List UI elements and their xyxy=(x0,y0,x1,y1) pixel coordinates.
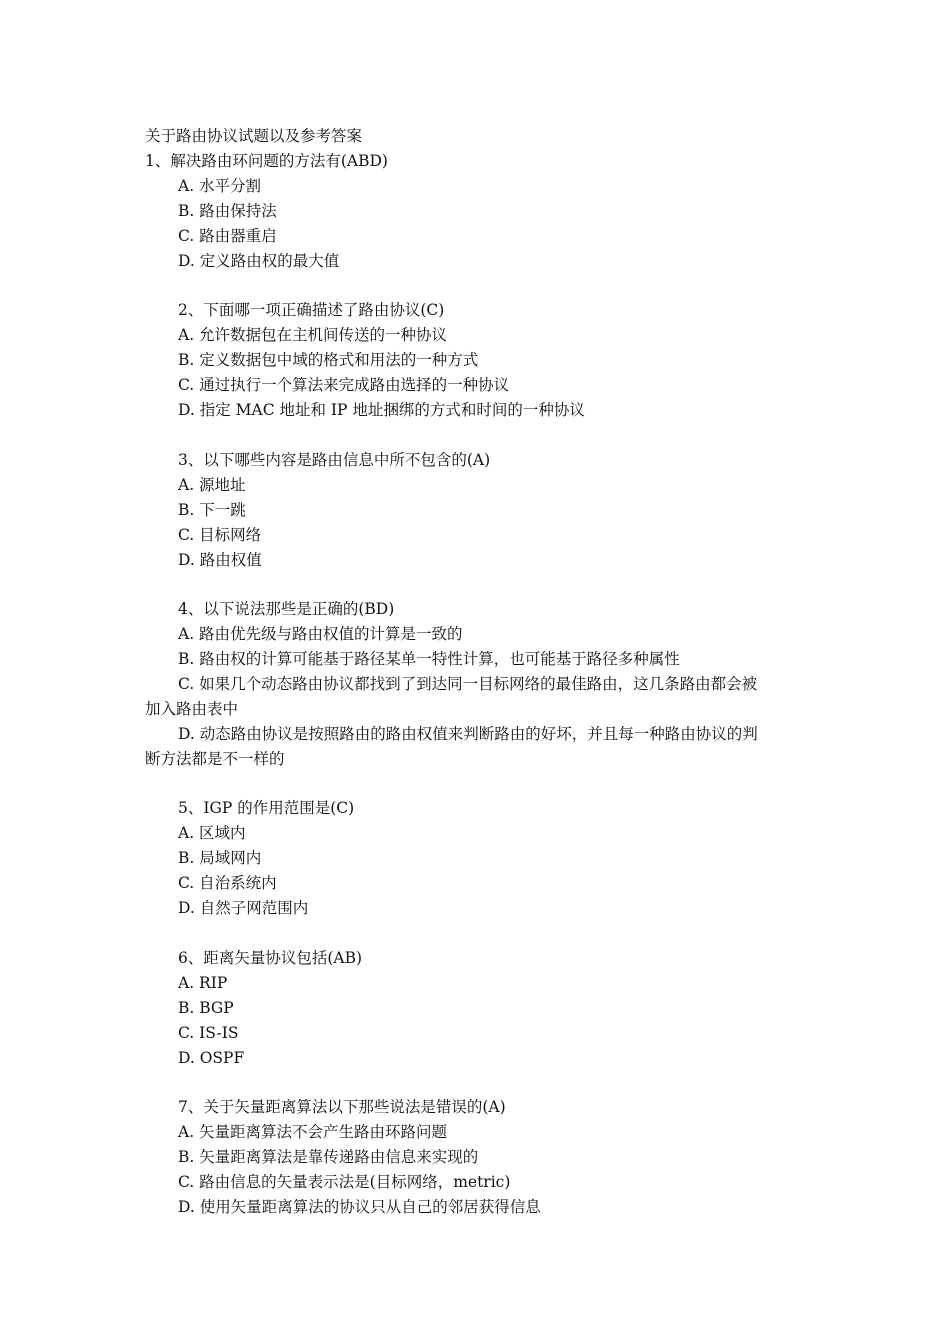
question-2-stem: 2、下面哪一项正确描述了路由协议(C) xyxy=(178,301,445,319)
question-7-option-d: D. 使用矢量距离算法的协议只从自己的邻居获得信息 xyxy=(178,1198,541,1216)
question-4-stem: 4、以下说法那些是正确的(BD) xyxy=(178,600,395,618)
question-6-option-b: B. BGP xyxy=(178,999,234,1017)
question-5-option-c: C. 自治系统内 xyxy=(178,874,277,892)
question-1-stem: 1、解决路由环问题的方法有(ABD) xyxy=(145,152,388,170)
question-3-stem: 3、以下哪些内容是路由信息中所不包含的(A) xyxy=(178,451,491,469)
question-2-option-b: B. 定义数据包中域的格式和用法的一种方式 xyxy=(178,351,479,369)
question-6-option-d: D. OSPF xyxy=(178,1049,245,1067)
question-7-option-b: B. 矢量距离算法是靠传递路由信息来实现的 xyxy=(178,1148,479,1166)
question-4-option-b: B. 路由权的计算可能基于路径某单一特性计算，也可能基于路径多种属性 xyxy=(178,650,680,668)
question-2-option-a: A. 允许数据包在主机间传送的一种协议 xyxy=(178,326,448,344)
question-7-option-c: C. 路由信息的矢量表示法是(目标网络，metric) xyxy=(178,1173,511,1191)
question-3-option-d: D. 路由权值 xyxy=(178,551,262,569)
document-title: 关于路由协议试题以及参考答案 xyxy=(145,127,363,145)
question-3-option-b: B. 下一跳 xyxy=(178,501,246,519)
question-5-option-a: A. 区域内 xyxy=(178,824,246,842)
question-7-stem: 7、关于矢量距离算法以下那些说法是错误的(A) xyxy=(178,1098,506,1116)
question-6-option-a: A. RIP xyxy=(178,974,228,992)
question-4-option-d: D. 动态路由协议是按照路由的路由权值来判断路由的好坏，并且每一种路由协议的判 xyxy=(178,725,758,743)
question-7-option-a: A. 矢量距离算法不会产生路由环路问题 xyxy=(178,1123,448,1141)
question-5-option-d: D. 自然子网范围内 xyxy=(178,899,309,917)
question-1-option-a: A. 水平分割 xyxy=(178,177,262,195)
question-4-option-c: C. 如果几个动态路由协议都找到了到达同一目标网络的最佳路由，这几条路由都会被 xyxy=(178,675,758,693)
question-5-option-b: B. 局域网内 xyxy=(178,849,262,867)
question-3-option-c: C. 目标网络 xyxy=(178,526,262,544)
question-4-option-d-continued: 断方法都是不一样的 xyxy=(145,750,285,768)
question-5-stem: 5、IGP 的作用范围是(C) xyxy=(178,799,355,817)
question-1-option-b: B. 路由保持法 xyxy=(178,202,277,220)
question-6-option-c: C. IS-IS xyxy=(178,1024,239,1042)
question-4-option-c-continued: 加入路由表中 xyxy=(145,700,239,718)
question-6-stem: 6、距离矢量协议包括(AB) xyxy=(178,949,363,967)
question-1-option-c: C. 路由器重启 xyxy=(178,227,277,245)
question-2-option-d: D. 指定 MAC 地址和 IP 地址捆绑的方式和时间的一种协议 xyxy=(178,401,585,419)
question-1-option-d: D. 定义路由权的最大值 xyxy=(178,252,340,270)
question-2-option-c: C. 通过执行一个算法来完成路由选择的一种协议 xyxy=(178,376,510,394)
question-3-option-a: A. 源地址 xyxy=(178,476,246,494)
question-4-option-a: A. 路由优先级与路由权值的计算是一致的 xyxy=(178,625,463,643)
